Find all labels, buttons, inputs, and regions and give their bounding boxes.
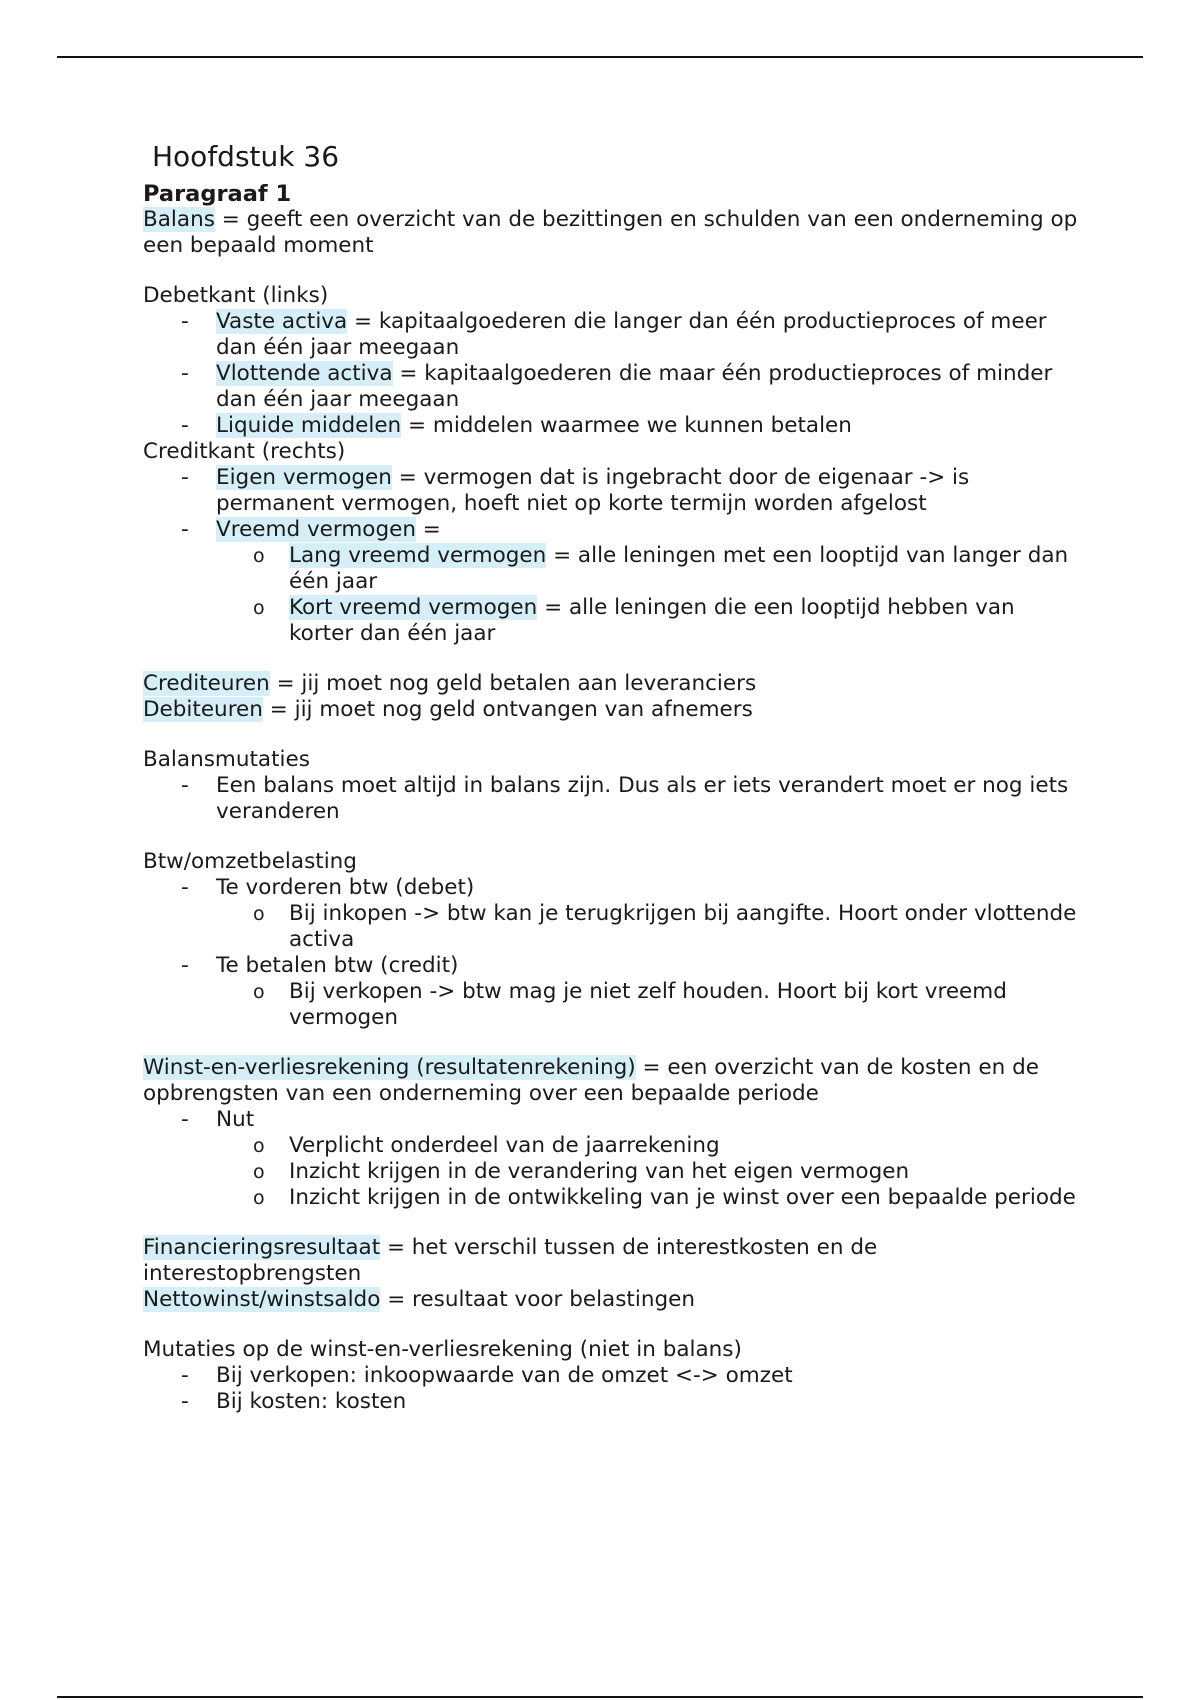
definition-debiteuren: Debiteuren = jij moet nog geld ontvangen van afnemers: [143, 697, 753, 722]
highlight-term: Lang vreemd vermogen: [289, 543, 547, 568]
highlight-term: Balans: [143, 207, 215, 232]
highlight-term: Eigen vermogen: [216, 465, 392, 490]
highlight-term: Kort vreemd vermogen: [289, 595, 538, 620]
highlight-term: Nettowinst/winstsaldo: [143, 1287, 381, 1312]
circle-marker: o: [253, 1187, 265, 1209]
dash-marker: -: [181, 1363, 189, 1388]
highlight-term: Vaste activa: [216, 309, 348, 334]
dash-marker: -: [181, 773, 189, 798]
dash-marker: -: [181, 517, 189, 542]
list-item: - Bij kosten: kosten: [181, 1389, 407, 1414]
circle-marker: o: [253, 1161, 265, 1183]
dash-marker: -: [181, 361, 189, 386]
list-item: - Vreemd vermogen =: [181, 517, 441, 542]
list-item: - Vlottende activa = kapitaalgoederen die maar één productieproces of minder dan één jaar meegaan: [181, 361, 1053, 412]
sub-list-item: o Verplicht onderdeel van de jaarrekening: [253, 1133, 720, 1158]
list-item: - Bij verkopen: inkoopwaarde van de omzet <-> omzet: [181, 1363, 793, 1388]
sub-list-item: o Bij verkopen -> btw mag je niet zelf houden. Hoort bij kort vreemd vermogen: [253, 979, 1007, 1030]
list-item: - Een balans moet altijd in balans zijn. Dus als er iets verandert moet er nog iets veranderen: [181, 773, 1069, 824]
sub-list-item: o Bij inkopen -> btw kan je terugkrijgen bij aangifte. Hoort onder vlottende activa: [253, 901, 1077, 952]
debet-label: Debetkant (links): [143, 283, 329, 308]
dash-marker: -: [181, 953, 189, 978]
highlight-term: Vlottende activa: [216, 361, 393, 386]
list-item: - Nut: [181, 1107, 255, 1132]
definition-crediteuren: Crediteuren = jij moet nog geld betalen aan leveranciers: [143, 671, 757, 696]
wv-mutaties-label: Mutaties op de winst-en-verliesrekening (niet in balans): [143, 1337, 742, 1362]
circle-marker: o: [253, 597, 265, 619]
circle-marker: o: [253, 981, 265, 1003]
definition-wv: Winst-en-verliesrekening (resultatenrekening) = een overzicht van de kosten en de opbrengsten van een onderneming over een bepaalde periode: [143, 1055, 1039, 1106]
definition-financieringsresultaat: Financieringsresultaat = het verschil tussen de interestkosten en de interestopbrengsten: [143, 1235, 878, 1286]
list-item: - Te betalen btw (credit): [181, 953, 459, 978]
highlight-term: Crediteuren: [143, 671, 270, 696]
section-heading: Paragraaf 1: [143, 181, 292, 207]
dash-marker: -: [181, 1107, 189, 1132]
dash-marker: -: [181, 309, 189, 334]
highlight-term: Financieringsresultaat: [143, 1235, 381, 1260]
sub-list-item: o Lang vreemd vermogen = alle leningen met een looptijd van langer dan één jaar: [253, 543, 1069, 594]
list-item: - Liquide middelen = middelen waarmee we kunnen betalen: [181, 413, 852, 438]
dash-marker: -: [181, 465, 189, 490]
sub-list-item: o Kort vreemd vermogen = alle leningen die een looptijd hebben van korter dan één jaar: [253, 595, 1015, 646]
sub-list-item: o Inzicht krijgen in de ontwikkeling van je winst over een bepaalde periode: [253, 1185, 1076, 1210]
header-rule: [57, 56, 1143, 58]
list-item: - Te vorderen btw (debet): [181, 875, 475, 900]
mutaties-label: Balansmutaties: [143, 747, 310, 772]
dash-marker: -: [181, 875, 189, 900]
highlight-term: Liquide middelen: [216, 413, 402, 438]
page-title: Hoofdstuk 36: [152, 140, 340, 173]
highlight-term: Debiteuren: [143, 697, 263, 722]
credit-label: Creditkant (rechts): [143, 439, 346, 464]
footer-rule: [57, 1696, 1143, 1698]
circle-marker: o: [253, 545, 265, 567]
definition-nettowinst: Nettowinst/winstsaldo = resultaat voor belastingen: [143, 1287, 695, 1312]
dash-marker: -: [181, 1389, 189, 1414]
list-item: - Eigen vermogen = vermogen dat is ingebracht door de eigenaar -> is permanent vermogen, hoeft niet op korte termijn worden afgelost: [181, 465, 970, 516]
list-item: - Vaste activa = kapitaalgoederen die langer dan één productieproces of meer dan één jaar meegaan: [181, 309, 1047, 360]
highlight-term: Vreemd vermogen: [216, 517, 416, 542]
definition-balans: Balans = geeft een overzicht van de bezittingen en schulden van een onderneming op een bepaald moment: [143, 207, 1078, 258]
circle-marker: o: [253, 903, 265, 925]
document-body: [143, 140, 1083, 1415]
highlight-term: Winst-en-verliesrekening (resultatenrekening): [143, 1055, 636, 1080]
dash-marker: -: [181, 413, 189, 438]
sub-list-item: o Inzicht krijgen in de verandering van het eigen vermogen: [253, 1159, 910, 1184]
btw-label: Btw/omzetbelasting: [143, 849, 357, 874]
circle-marker: o: [253, 1135, 265, 1157]
